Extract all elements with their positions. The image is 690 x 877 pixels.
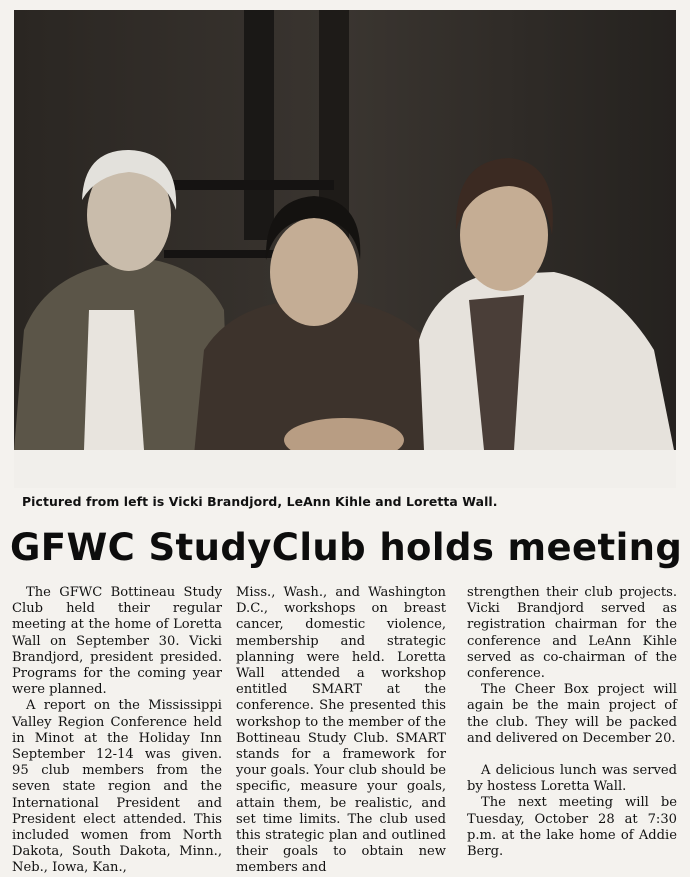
article-body <box>12 585 680 876</box>
paragraph: The Cheer Box project will again be the main project of the club. They will be packed and delivered on December 20. <box>467 682 677 746</box>
paragraph: strengthen their club projects. Vicki Brandjord served as registration chairman for the conference and LeAnn Kihle served as co-chairman of the conference. <box>467 585 677 682</box>
paragraph: The next meeting will be Tuesday, October 28 at 7:30 p.m. at the lake home of Addie Berg. <box>467 795 677 860</box>
paragraph: The GFWC Bottineau Study Club held their regular meeting at the home of Loretta Wall on September 30. Vicki Brandjord, president presided. Programs for the coming year were planned. <box>12 585 222 698</box>
paragraph: Miss., Wash., and Washington D.C., workshops on breast cancer, domestic violence, membership and strategic planning were held. Loretta Wall attended a workshop entitled SMART at the conference. She presented this workshop to the member of the Bottineau Study Club. SMART stands for a framework for your goals. Your club should be specific, measure your goals, attain them, be realistic, and set time limits. The club used this strategic plan and outlined their goals to obtain new members and <box>236 585 446 876</box>
article-column-2 <box>236 585 446 877</box>
group-photo-icon <box>14 10 676 488</box>
paragraph: A delicious lunch was served by hostess Loretta Wall. <box>467 763 677 795</box>
article-headline: GFWC StudyClub holds meeting <box>10 526 683 569</box>
article-column-3 <box>467 585 677 860</box>
group-photo <box>14 10 676 488</box>
paragraph: A report on the Mississippi Valley Region Conference held in Minot at the Holiday Inn September 12-14 was given. 95 club members from the seven state region and the International President and President elect attended. This included women from North Dakota, South Dakota, Minn., Neb., Iowa, Kan., <box>12 698 222 876</box>
photo-caption: Pictured from left is Vicki Brandjord, LeAnn Kihle and Loretta Wall. <box>22 494 498 509</box>
article-column-1 <box>12 585 222 877</box>
